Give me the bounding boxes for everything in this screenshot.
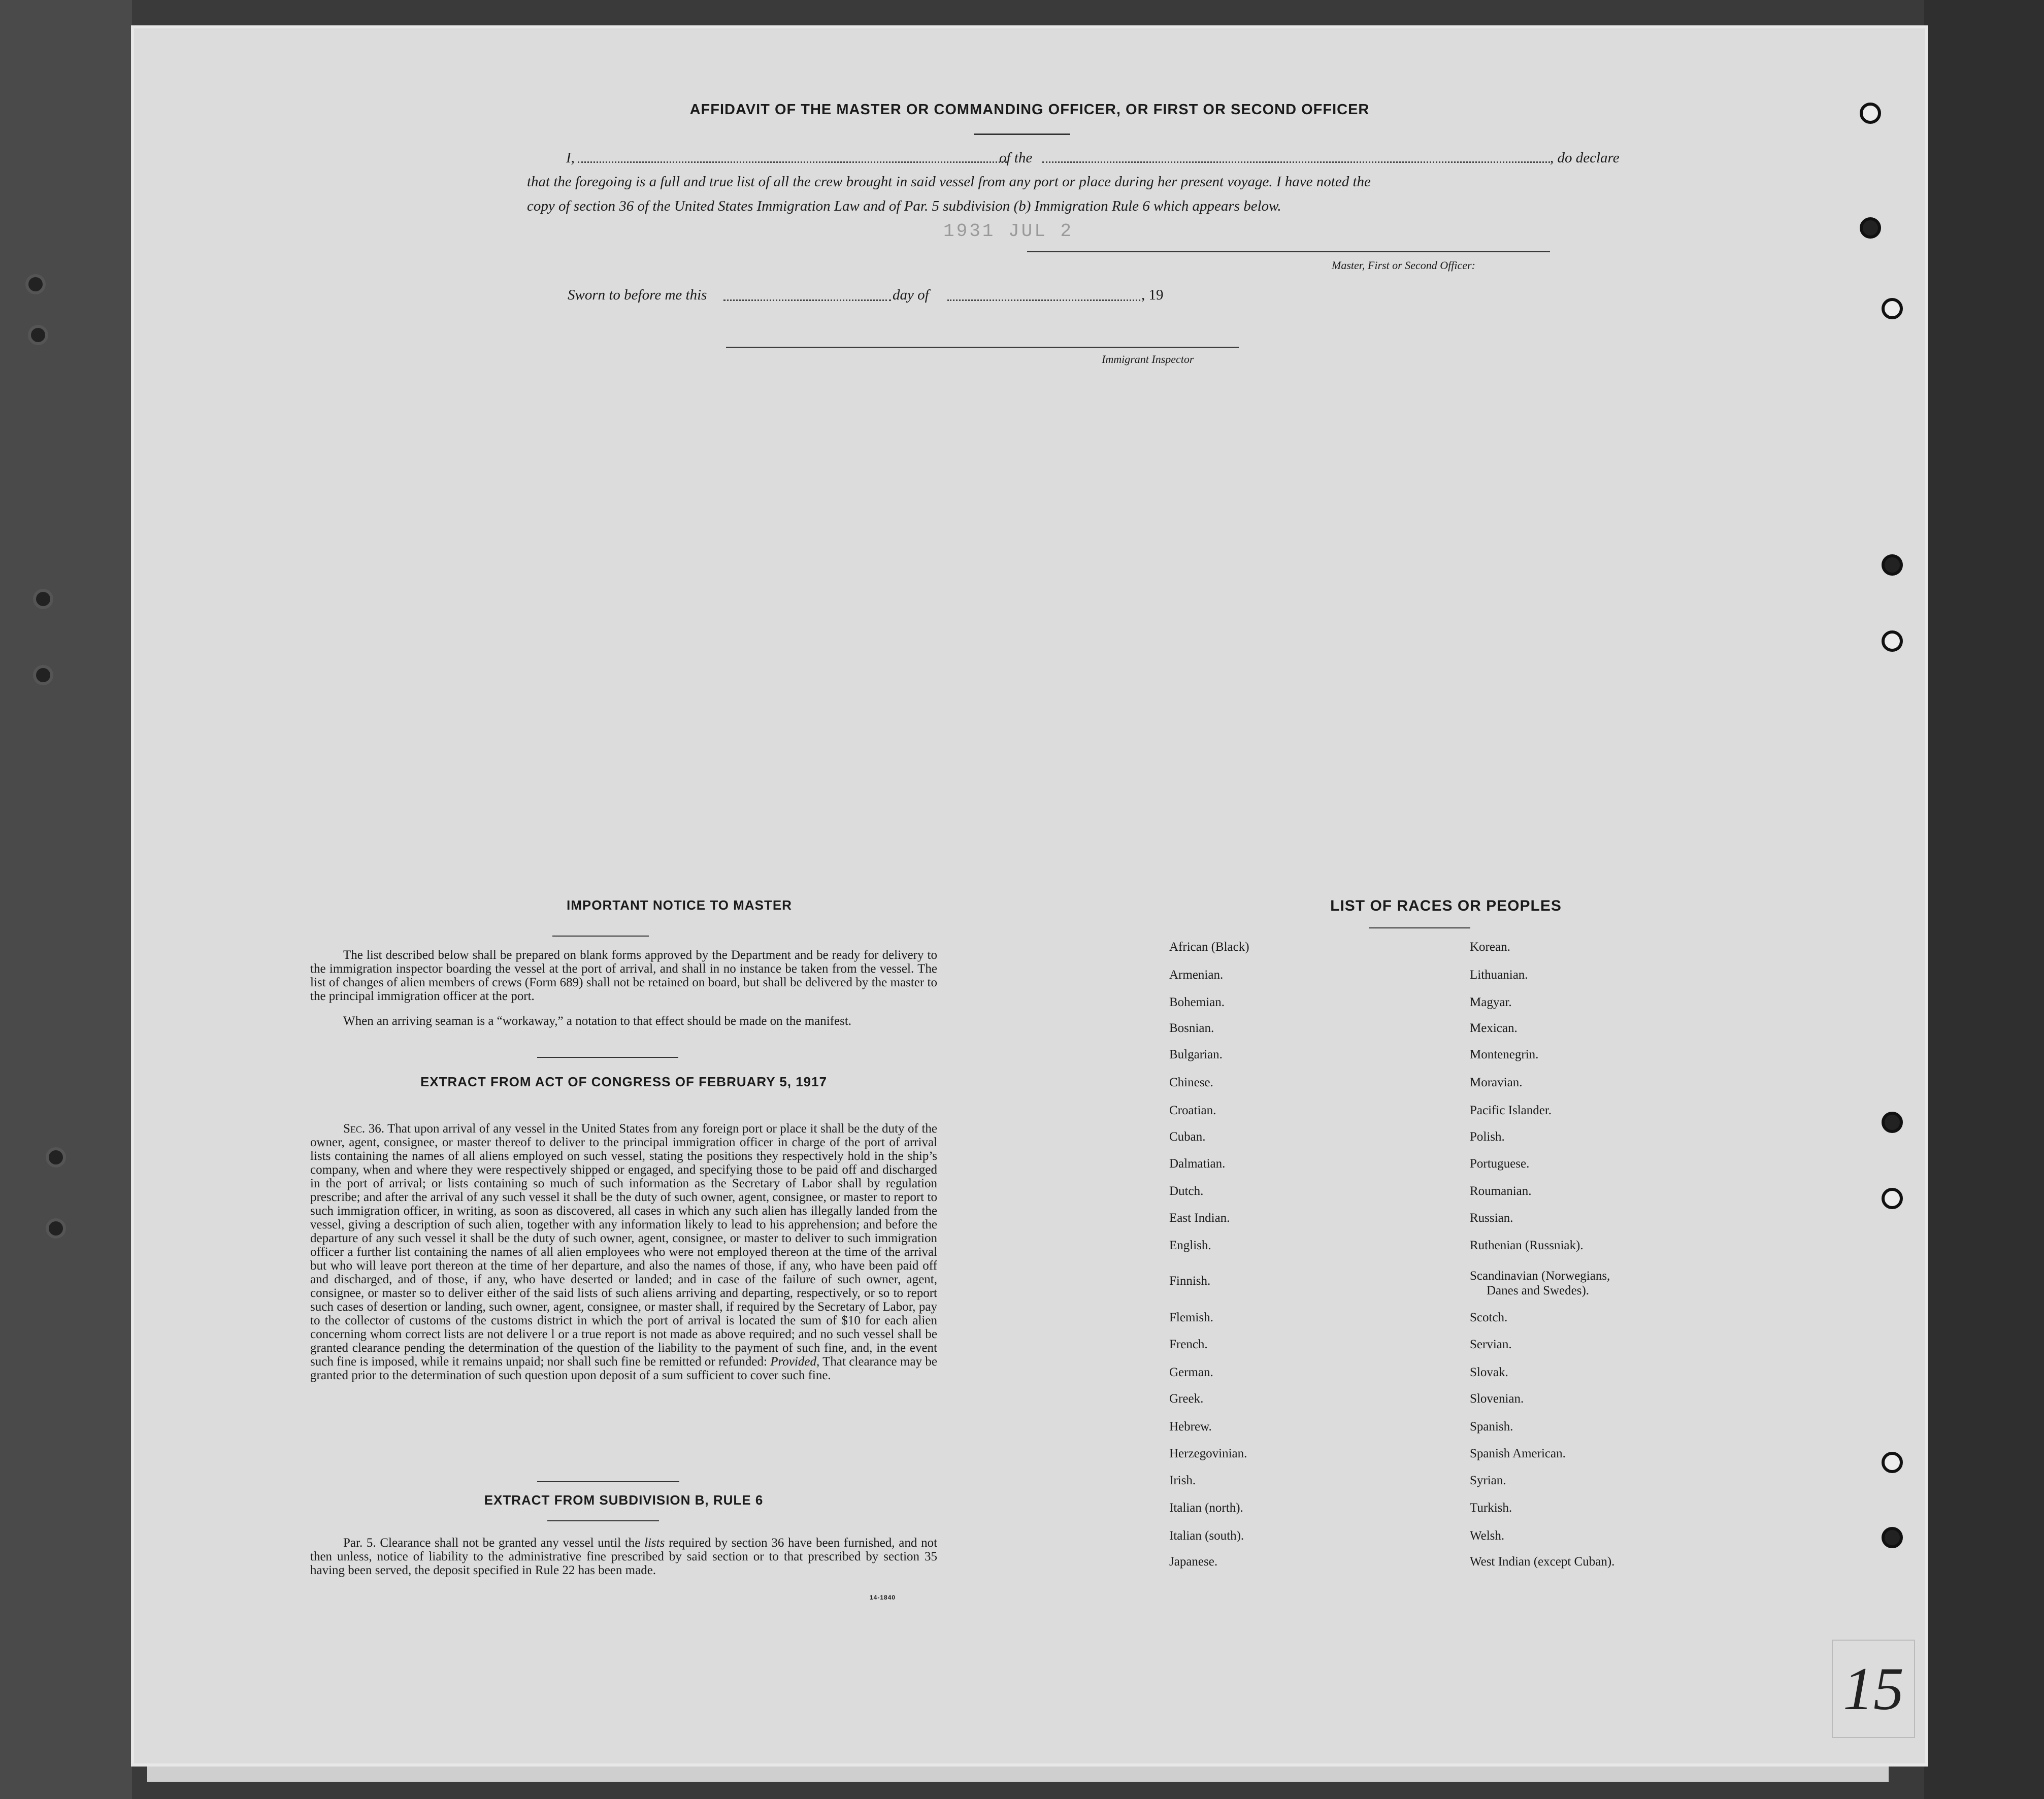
binder-clip xyxy=(28,325,48,345)
binder-clip xyxy=(33,589,53,609)
date-stamp: 1931 JUL 2 xyxy=(943,221,1074,242)
race-item: Slovenian. xyxy=(1470,1392,1524,1406)
punch-hole xyxy=(1882,1188,1903,1209)
manifest-page xyxy=(131,25,1928,1767)
notice-title: IMPORTANT NOTICE TO MASTER xyxy=(567,897,792,913)
race-item: Scandinavian (Norwegians, xyxy=(1470,1269,1610,1283)
race-item: Chinese. xyxy=(1169,1076,1213,1089)
race-item: German. xyxy=(1169,1365,1213,1379)
race-item: Finnish. xyxy=(1169,1274,1211,1288)
sworn-month-field[interactable] xyxy=(947,299,1140,301)
notice-paragraph-2: When an arriving seaman is a “workaway,” a notation to that effect should be made on the manifest. xyxy=(343,1014,852,1028)
rule-6-text-b: required by section 36 have been furnished, and not then unless, notice of liability to the administrative fine prescribed by said section or to that prescribed by section 35 having been served, the deposit specified in Rule 22 has been made. xyxy=(310,1536,938,1577)
sworn-label: Sworn to before me this xyxy=(568,287,707,303)
section-rule xyxy=(537,1057,678,1058)
race-item: Dalmatian. xyxy=(1169,1157,1226,1171)
master-signature-caption: Master, First or Second Officer: xyxy=(1332,259,1475,272)
race-item: Polish. xyxy=(1470,1130,1505,1144)
race-item: French. xyxy=(1169,1338,1208,1351)
race-item: Bulgarian. xyxy=(1169,1048,1223,1061)
scan-right-edge xyxy=(1924,0,2044,1799)
notice-paragraph-1: The list described below shall be prepared on blank forms approved by the Department and be ready for delivery to the immigration inspector boarding the vessel at the port of arrival, and shall in no instance be taken from the vessel. The list of changes of alien members of crews (Form 689) shall not be retained on board, but shall be delivered by the master to the principal immigration officer at the port. xyxy=(310,948,937,1003)
affidavit-line-2: that the foregoing is a full and true list of all the crew brought in said vessel from any port or place during her present voyage. I have noted the xyxy=(527,174,1371,190)
race-item: Pacific Islander. xyxy=(1470,1104,1552,1117)
race-item: English. xyxy=(1169,1239,1211,1252)
race-item: Turkish. xyxy=(1470,1501,1512,1515)
vessel-name-field[interactable] xyxy=(1042,161,1550,163)
punch-hole xyxy=(1882,1112,1903,1133)
binder-clip xyxy=(33,665,53,685)
race-item: Bosnian. xyxy=(1169,1021,1214,1035)
affidavit-title: AFFIDAVIT OF THE MASTER OR COMMANDING OFFICER, OR FIRST OR SECOND OFFICER xyxy=(689,102,1370,118)
race-item: Magyar. xyxy=(1470,995,1512,1009)
notice-rule xyxy=(552,936,649,937)
race-item: Montenegrin. xyxy=(1470,1048,1539,1061)
race-item: Lithuanian. xyxy=(1470,968,1528,982)
provided-word: Provided, xyxy=(770,1355,820,1369)
title-rule xyxy=(974,134,1070,135)
punch-hole xyxy=(1882,630,1903,652)
race-item: Danes and Swedes). xyxy=(1487,1284,1590,1297)
race-item: African (Black) xyxy=(1169,940,1249,954)
race-item: Korean. xyxy=(1470,940,1510,954)
races-title: LIST OF RACES OR PEOPLES xyxy=(1330,897,1562,914)
of-the-label: of the xyxy=(999,150,1033,166)
punch-hole xyxy=(1882,554,1903,576)
section-label: Sec. 36. xyxy=(343,1122,384,1136)
race-item: Herzegovinian. xyxy=(1169,1447,1247,1460)
lists-word: lists xyxy=(644,1536,665,1550)
race-item: Dutch. xyxy=(1169,1184,1204,1198)
race-item: Ruthenian (Russniak). xyxy=(1470,1239,1584,1252)
races-rule xyxy=(1369,927,1470,928)
race-item: Syrian. xyxy=(1470,1474,1506,1487)
race-item: Scotch. xyxy=(1470,1311,1508,1324)
punch-hole xyxy=(1860,103,1881,124)
race-item: Armenian. xyxy=(1169,968,1224,982)
binder-clip xyxy=(46,1218,66,1239)
affidavit-line-3: copy of section 36 of the United States Immigration Law and of Par. 5 subdivision (b) Immigration Rule 6 which appears below. xyxy=(527,198,1281,214)
race-item: Irish. xyxy=(1169,1474,1196,1487)
race-item: West Indian (except Cuban). xyxy=(1470,1555,1615,1569)
punch-hole xyxy=(1882,1452,1903,1473)
race-item: East Indian. xyxy=(1169,1211,1230,1225)
rule-6-text-a: Par. 5. Clearance shall not be granted any vessel until the xyxy=(343,1536,641,1550)
day-of-label: day of xyxy=(893,287,929,303)
officer-name-field[interactable] xyxy=(578,161,1007,163)
race-item: Hebrew. xyxy=(1169,1420,1212,1434)
race-item: Welsh. xyxy=(1470,1529,1505,1543)
form-number: 14-1840 xyxy=(870,1594,896,1601)
punch-hole xyxy=(1882,298,1903,319)
race-item: Japanese. xyxy=(1169,1555,1218,1569)
year-label: , 19 xyxy=(1141,287,1164,303)
do-declare-label: , do declare xyxy=(1550,150,1620,166)
inspector-signature-line[interactable] xyxy=(726,347,1239,348)
race-item: Mexican. xyxy=(1470,1021,1518,1035)
rule-6-text xyxy=(310,1536,937,1577)
binder-clip xyxy=(25,274,46,294)
race-item: Servian. xyxy=(1470,1338,1512,1351)
race-item: Cuban. xyxy=(1169,1130,1206,1144)
extract-rule-title: EXTRACT FROM SUBDIVISION B, RULE 6 xyxy=(484,1492,764,1508)
race-item: Slovak. xyxy=(1470,1365,1508,1379)
section-36-text xyxy=(310,1122,937,1382)
sworn-day-field[interactable] xyxy=(723,299,891,301)
race-item: Bohemian. xyxy=(1169,995,1225,1009)
section-36-end: That clearance may be granted prior to the determination of such question upon deposit of a sum sufficient to cover such fine. xyxy=(310,1355,937,1382)
race-item: Italian (south). xyxy=(1169,1529,1244,1543)
race-item: Italian (north). xyxy=(1169,1501,1243,1515)
race-item: Flemish. xyxy=(1169,1311,1213,1324)
race-item: Russian. xyxy=(1470,1211,1513,1225)
inspector-caption: Immigrant Inspector xyxy=(1102,353,1194,365)
extract-act-title: EXTRACT FROM ACT OF CONGRESS OF FEBRUARY 5, 1917 xyxy=(420,1074,828,1089)
race-item: Spanish American. xyxy=(1470,1447,1566,1460)
handwritten-page-number: 15 xyxy=(1832,1640,1915,1738)
race-item: Greek. xyxy=(1169,1392,1204,1406)
rule-title-rule xyxy=(547,1520,659,1521)
race-item: Roumanian. xyxy=(1470,1184,1532,1198)
binder-clip xyxy=(46,1147,66,1168)
race-item: Croatian. xyxy=(1169,1104,1216,1117)
race-item: Portuguese. xyxy=(1470,1157,1530,1171)
section-36-body: That upon arrival of any vessel in the United States from any foreign port or place it shall be the duty of the owner, agent, consignee, or master thereof to deliver to the principal immigration officer in charge of the port of arrival lists containing the names of all aliens employed on such vessel, stating the positions they respectively hold in the ship’s company, when and where they were respectively shipped or engaged, and specifying those to be paid off and discharged in the port of arrival; or lists containing so much of such information as the Secretary of Labor shall by regulation prescribe; and after the arrival of any such vessel it shall be the duty of such owner, agent, consignee, or master to report to such immigration officer, in writing, as soon as discovered, all cases in which any such alien has illegally landed from the vessel, giving a description of such alien, together with any information likely to lead to his apprehension; and before the departure of any such vessel it shall be the duty of such owner, agent, consignee, or master to deliver to such immigration officer a further list containing the names of all alien employees who were not employed thereon at the time of the arrival but who will leave port thereon at the time of her departure, and also the names of those, if any, who have been paid off and discharged, and of those, if any, who have deserted or landed; and in case of the failure of such owner, agent, consignee, or master so to deliver either of the said lists of such aliens arriving and departing, respectively, or so to report such cases of desertion or landing, such owner, agent, consignee, or master shall, if required by the Secretary of Labor, pay to the collector of customs of the customs district in which the port of arrival is located the sum of $10 for each alien concerning whom correct lists are not delivere l or a true report is not made as above required; and no such vessel shall be granted clearance pending the determination of the question of the liability to the payment of such fine, and, in the event such fine is imposed, while it remains unpaid; nor shall such fine be remitted or refunded: xyxy=(310,1122,937,1369)
section-rule xyxy=(537,1481,679,1482)
affidavit-i-label: I, xyxy=(566,150,575,166)
punch-hole xyxy=(1860,217,1881,239)
race-item: Moravian. xyxy=(1470,1076,1523,1089)
master-signature-line[interactable] xyxy=(1027,251,1550,252)
punch-hole xyxy=(1882,1527,1903,1548)
scan-left-edge xyxy=(0,0,132,1799)
race-item: Spanish. xyxy=(1470,1420,1513,1434)
